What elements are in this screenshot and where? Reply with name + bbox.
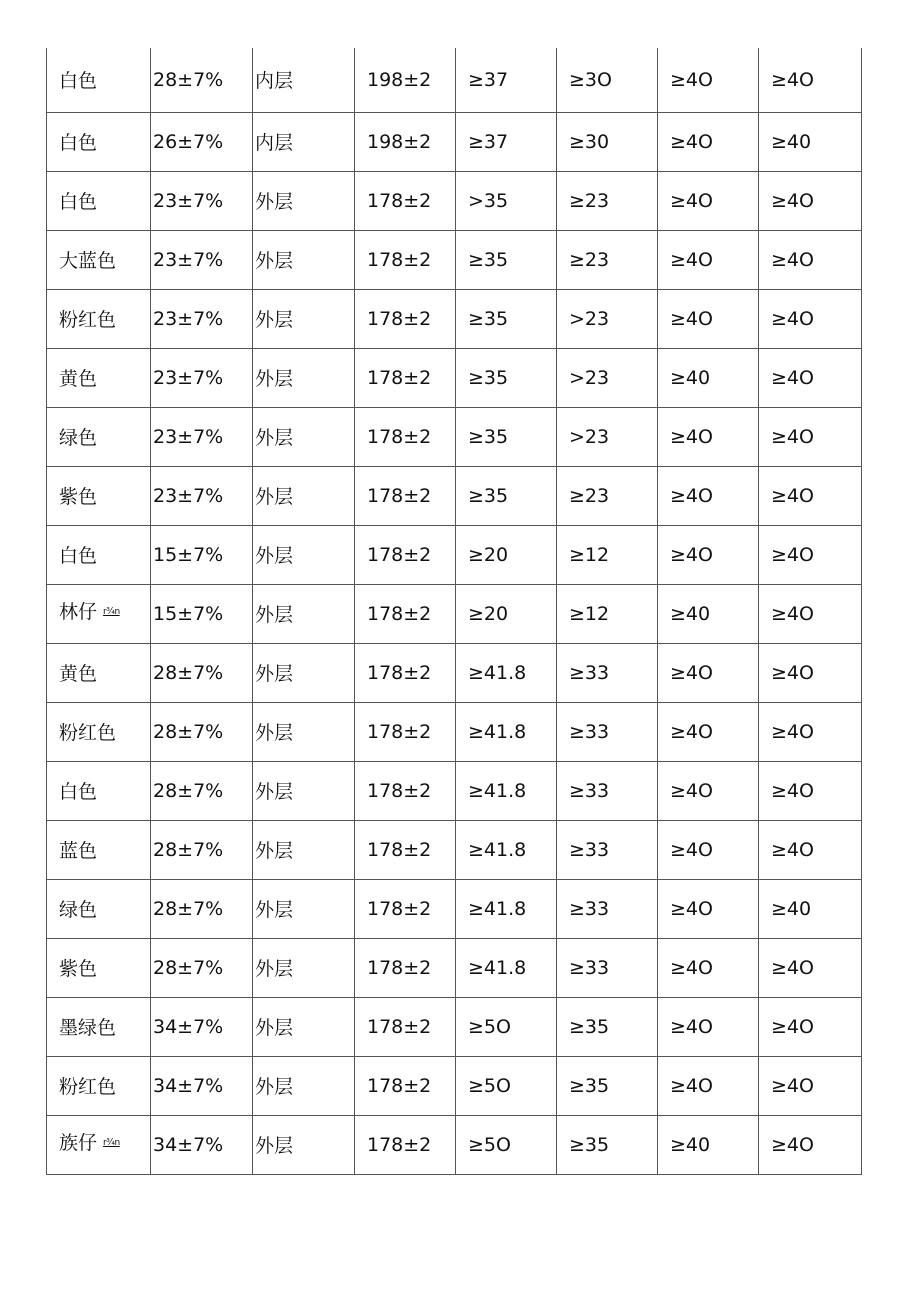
table-cell: ≥35 — [557, 1115, 658, 1174]
table-cell: ≥35 — [456, 289, 557, 348]
table-cell: 23±7% — [151, 466, 253, 525]
table-cell: 23±7% — [151, 230, 253, 289]
color-cell — [47, 879, 151, 938]
table-cell: ≥20 — [456, 525, 557, 584]
table-cell: 23±7% — [151, 171, 253, 230]
color-label: 族仔 — [59, 1131, 98, 1154]
table-cell: ≥40 — [759, 112, 862, 171]
table-row — [47, 584, 862, 643]
table-cell: ≥33 — [557, 879, 658, 938]
color-note: r¾n — [103, 607, 120, 617]
table-cell: 178±2 — [355, 702, 456, 761]
table-cell: ≥35 — [456, 466, 557, 525]
color-cell — [47, 1056, 151, 1115]
table-row — [47, 230, 862, 289]
table-cell: 178±2 — [355, 1056, 456, 1115]
color-label: 黄色 — [59, 663, 98, 685]
table-cell: ≥4O — [658, 997, 759, 1056]
table-cell: ≥4O — [658, 466, 759, 525]
table-cell: 178±2 — [355, 348, 456, 407]
color-cell — [47, 230, 151, 289]
color-cell — [47, 643, 151, 702]
table-cell: ≥4O — [658, 407, 759, 466]
table-row — [47, 1115, 862, 1174]
table-cell: 15±7% — [151, 525, 253, 584]
table-cell: ≥4O — [658, 171, 759, 230]
table-cell: 178±2 — [355, 525, 456, 584]
table-cell: 178±2 — [355, 997, 456, 1056]
table-cell: 外层 — [253, 289, 355, 348]
color-cell — [47, 997, 151, 1056]
table-cell: ≥35 — [456, 407, 557, 466]
table-cell: ≥5O — [456, 1056, 557, 1115]
color-label: 白色 — [59, 191, 98, 213]
color-label: 粉红色 — [59, 1076, 117, 1098]
table-row — [47, 879, 862, 938]
table-cell: ≥4O — [658, 879, 759, 938]
table-cell: ≥41.8 — [456, 761, 557, 820]
table-cell: ≥35 — [456, 348, 557, 407]
table-cell: >23 — [557, 407, 658, 466]
table-cell: ≥30 — [557, 112, 658, 171]
table-cell: >35 — [456, 171, 557, 230]
table-row — [47, 48, 862, 112]
table-cell: 外层 — [253, 348, 355, 407]
color-cell — [47, 171, 151, 230]
table-cell: ≥4O — [759, 820, 862, 879]
color-label: 粉红色 — [59, 309, 117, 331]
table-cell: 外层 — [253, 1056, 355, 1115]
table-cell: 34±7% — [151, 997, 253, 1056]
table-cell: ≥4O — [658, 702, 759, 761]
table-cell: ≥40 — [658, 348, 759, 407]
table-row — [47, 525, 862, 584]
table-cell: ≥4O — [658, 230, 759, 289]
color-cell — [47, 48, 151, 112]
table-cell: 178±2 — [355, 643, 456, 702]
table-cell: 178±2 — [355, 289, 456, 348]
color-label: 大蓝色 — [59, 250, 117, 272]
table-cell: ≥33 — [557, 820, 658, 879]
table-cell: 外层 — [253, 584, 355, 643]
table-cell: 外层 — [253, 171, 355, 230]
table-cell: ≥41.8 — [456, 879, 557, 938]
table-row — [47, 938, 862, 997]
table-cell: ≥4O — [658, 820, 759, 879]
color-cell — [47, 584, 151, 643]
table-cell: 外层 — [253, 643, 355, 702]
table-cell: ≥4O — [658, 112, 759, 171]
table-row — [47, 348, 862, 407]
color-cell — [47, 761, 151, 820]
spec-table-body — [47, 48, 862, 1174]
table-row — [47, 1056, 862, 1115]
table-row — [47, 761, 862, 820]
color-cell — [47, 407, 151, 466]
table-cell: ≥5O — [456, 997, 557, 1056]
table-cell: ≥4O — [759, 289, 862, 348]
table-cell: ≥33 — [557, 938, 658, 997]
color-cell — [47, 820, 151, 879]
table-cell: ≥33 — [557, 643, 658, 702]
color-cell — [47, 348, 151, 407]
table-cell: ≥12 — [557, 584, 658, 643]
table-cell: ≥4O — [759, 938, 862, 997]
table-row — [47, 643, 862, 702]
color-cell — [47, 466, 151, 525]
table-cell: ≥4O — [759, 997, 862, 1056]
color-label: 粉红色 — [59, 722, 117, 744]
table-cell: >23 — [557, 289, 658, 348]
table-cell: ≥4O — [759, 171, 862, 230]
table-row — [47, 702, 862, 761]
table-cell: >23 — [557, 348, 658, 407]
table-cell: 178±2 — [355, 879, 456, 938]
table-row — [47, 820, 862, 879]
table-cell: ≥4O — [658, 1056, 759, 1115]
color-label: 白色 — [59, 70, 98, 93]
table-row — [47, 112, 862, 171]
table-cell: ≥4O — [759, 525, 862, 584]
table-cell: 28±7% — [151, 48, 253, 112]
table-cell: ≥3O — [557, 48, 658, 112]
table-cell: 34±7% — [151, 1056, 253, 1115]
table-cell: ≥33 — [557, 702, 658, 761]
table-cell: ≥4O — [658, 761, 759, 820]
table-cell: 外层 — [253, 761, 355, 820]
color-label: 林仔 — [59, 600, 98, 623]
table-cell: 外层 — [253, 230, 355, 289]
table-cell: 26±7% — [151, 112, 253, 171]
table-cell: 外层 — [253, 525, 355, 584]
color-cell — [47, 1115, 151, 1174]
table-row — [47, 289, 862, 348]
table-cell: ≥37 — [456, 48, 557, 112]
color-label: 白色 — [59, 132, 98, 154]
table-cell: 内层 — [253, 112, 355, 171]
table-cell: 178±2 — [355, 407, 456, 466]
table-cell: 28±7% — [151, 820, 253, 879]
table-cell: 外层 — [253, 1115, 355, 1174]
table-cell: 23±7% — [151, 348, 253, 407]
table-cell: ≥4O — [759, 348, 862, 407]
color-cell — [47, 112, 151, 171]
table-cell: 28±7% — [151, 702, 253, 761]
table-cell: ≥23 — [557, 171, 658, 230]
table-cell: ≥37 — [456, 112, 557, 171]
color-label: 白色 — [59, 781, 98, 803]
table-cell: ≥4O — [658, 48, 759, 112]
table-cell: 内层 — [253, 48, 355, 112]
color-note: r¾n — [103, 1138, 120, 1148]
table-cell: 外层 — [253, 879, 355, 938]
table-cell: ≥4O — [658, 525, 759, 584]
table-row — [47, 466, 862, 525]
table-cell: ≥4O — [658, 938, 759, 997]
table-cell: ≥41.8 — [456, 643, 557, 702]
table-cell: ≥35 — [456, 230, 557, 289]
table-cell: 178±2 — [355, 584, 456, 643]
table-cell: 178±2 — [355, 1115, 456, 1174]
color-label: 紫色 — [59, 958, 98, 980]
table-cell: ≥12 — [557, 525, 658, 584]
table-cell: ≥4O — [759, 761, 862, 820]
table-row — [47, 407, 862, 466]
table-cell: ≥4O — [759, 1115, 862, 1174]
color-cell — [47, 289, 151, 348]
table-cell: 外层 — [253, 702, 355, 761]
color-label: 紫色 — [59, 486, 98, 508]
table-row — [47, 997, 862, 1056]
color-cell — [47, 525, 151, 584]
table-cell: 23±7% — [151, 407, 253, 466]
color-label: 白色 — [59, 545, 98, 567]
table-cell: 198±2 — [355, 112, 456, 171]
color-label: 绿色 — [59, 899, 98, 921]
table-cell: 178±2 — [355, 761, 456, 820]
table-cell: ≥4O — [759, 48, 862, 112]
spec-table — [46, 48, 862, 1175]
table-cell: ≥40 — [759, 879, 862, 938]
table-cell: 外层 — [253, 820, 355, 879]
table-cell: ≥4O — [759, 466, 862, 525]
table-cell: 178±2 — [355, 820, 456, 879]
table-cell: ≥41.8 — [456, 702, 557, 761]
table-cell: ≥4O — [759, 643, 862, 702]
table-cell: 外层 — [253, 407, 355, 466]
table-row — [47, 171, 862, 230]
color-cell — [47, 938, 151, 997]
table-cell: ≥4O — [759, 702, 862, 761]
table-cell: ≥41.8 — [456, 938, 557, 997]
table-cell: 外层 — [253, 938, 355, 997]
table-cell: 178±2 — [355, 466, 456, 525]
table-cell: ≥23 — [557, 466, 658, 525]
table-cell: ≥4O — [759, 407, 862, 466]
table-cell: ≥35 — [557, 997, 658, 1056]
table-cell: 178±2 — [355, 171, 456, 230]
table-cell: 178±2 — [355, 230, 456, 289]
table-cell: ≥4O — [759, 584, 862, 643]
table-cell: 28±7% — [151, 879, 253, 938]
table-cell: ≥23 — [557, 230, 658, 289]
table-cell: ≥4O — [759, 1056, 862, 1115]
color-label: 墨绿色 — [59, 1017, 117, 1039]
table-cell: ≥20 — [456, 584, 557, 643]
table-cell: 外层 — [253, 997, 355, 1056]
color-label: 蓝色 — [59, 840, 98, 862]
table-cell: 198±2 — [355, 48, 456, 112]
table-cell: 28±7% — [151, 938, 253, 997]
table-cell: ≥4O — [759, 230, 862, 289]
table-cell: ≥5O — [456, 1115, 557, 1174]
table-cell: ≥40 — [658, 1115, 759, 1174]
table-cell: ≥35 — [557, 1056, 658, 1115]
color-cell — [47, 702, 151, 761]
color-label: 黄色 — [59, 368, 98, 390]
table-cell: 178±2 — [355, 938, 456, 997]
table-cell: ≥40 — [658, 584, 759, 643]
table-cell: 28±7% — [151, 761, 253, 820]
table-cell: ≥41.8 — [456, 820, 557, 879]
table-cell: 23±7% — [151, 289, 253, 348]
table-cell: ≥4O — [658, 289, 759, 348]
color-label: 绿色 — [59, 427, 98, 449]
table-cell: 15±7% — [151, 584, 253, 643]
table-cell: ≥4O — [658, 643, 759, 702]
table-cell: 34±7% — [151, 1115, 253, 1174]
table-cell: 外层 — [253, 466, 355, 525]
table-cell: ≥33 — [557, 761, 658, 820]
table-cell: 28±7% — [151, 643, 253, 702]
